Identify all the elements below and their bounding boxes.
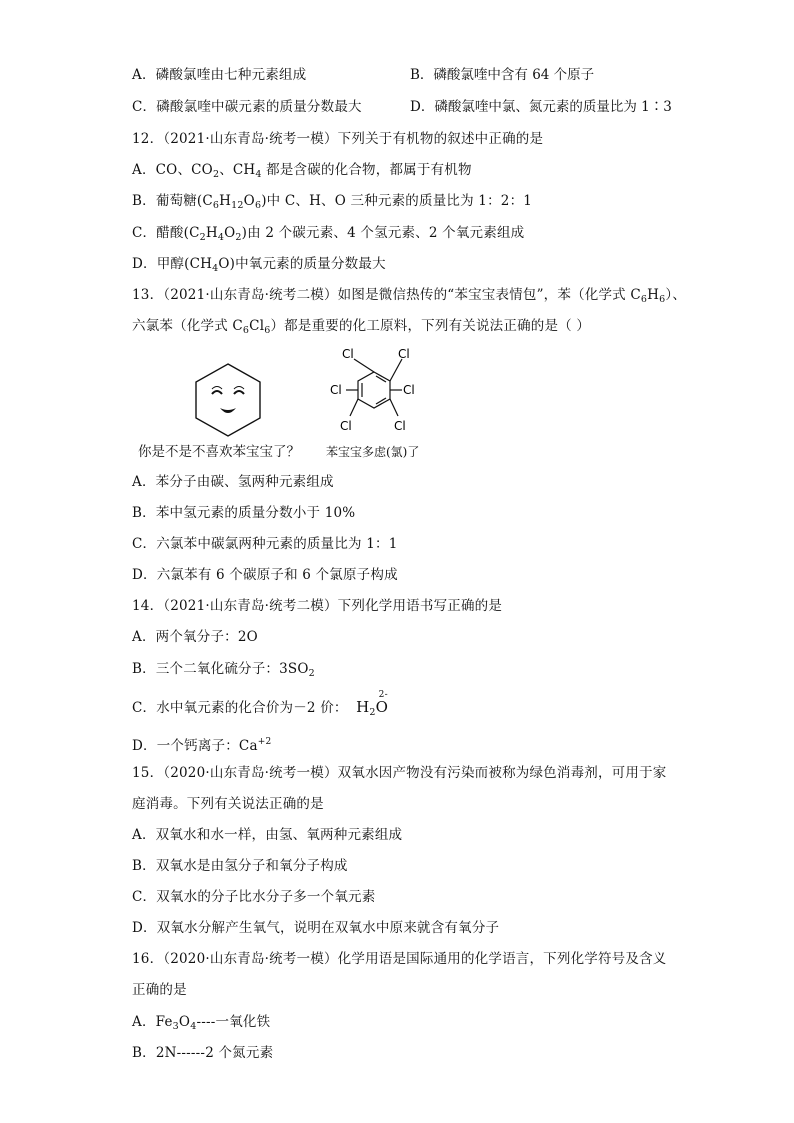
q15-option-a: A．双氧水和水一样，由氢、氧两种元素组成	[132, 827, 403, 843]
cl-label-left: Cl	[330, 383, 342, 397]
q11-option-a: A．磷酸氯喹由七种元素组成	[132, 67, 307, 83]
bond-cl-6	[390, 399, 398, 416]
q11-option-d: D．磷酸氯喹中氯、氮元素的质量比为 1∶3	[410, 99, 672, 115]
left-brow-icon	[212, 387, 222, 390]
valence-formula: $H_2$ 2- O	[356, 690, 389, 718]
cl-label-top-right: Cl	[398, 347, 410, 361]
q11-option-c: C．磷酸氯喹中碳元素的质量分数最大	[132, 99, 362, 115]
bond-cl-1	[354, 359, 374, 372]
benzene-face-figure	[190, 360, 266, 440]
q12-stem: 12．（2021·山东青岛·统考一模）下列关于有机物的叙述中正确的是	[132, 131, 544, 147]
figure-caption-benzene: 你是不是不喜欢苯宝宝了？	[138, 444, 300, 460]
q13-option-c: C．六氯苯中碳氯两种元素的质量比为 1：1	[132, 536, 398, 552]
cl-label-bottom-left: Cl	[340, 419, 352, 433]
q13-option-d: D．六氯苯有 6 个碳原子和 6 个氯原子构成	[132, 567, 398, 583]
q16-option-b: B．2N------2 个氮元素	[132, 1045, 274, 1061]
bond-cl-5	[350, 399, 358, 416]
left-eye-icon	[212, 391, 222, 394]
q15-option-d: D．双氧水分解产生氧气，说明在双氧水中原来就含有氧分子	[132, 920, 500, 936]
q16-stem-line2: 正确的是	[132, 982, 187, 998]
q12-option-d: D．甲醇$(CH_4O)$中氧元素的质量分数最大	[132, 256, 386, 274]
q11-option-b: B．磷酸氯喹中含有 64 个原子	[410, 67, 595, 83]
figure-caption-hexachlorobenzene: 苯宝宝多虑(氯)了	[326, 445, 420, 459]
q15-option-c: C．双氧水的分子比水分子多一个氧元素	[132, 889, 376, 905]
cl-label-bottom-right: Cl	[394, 419, 406, 433]
q12-option-b: B．葡萄糖$(C_6H_{12}O_6)$中 C、H、O 三种元素的质量比为 1：2：1	[132, 193, 533, 211]
ring-double-bond-3	[376, 398, 386, 404]
q15-stem-line1: 15．（2020·山东青岛·统考一模）双氧水因产物没有污染而被称为绿色消毒剂，可用于家	[132, 765, 667, 781]
right-brow-icon	[234, 387, 244, 390]
q14-option-a: A．两个氧分子：2O	[132, 629, 258, 645]
q13-option-a: A．苯分子由碳、氢两种元素组成	[132, 474, 334, 490]
benzene-hexagon	[196, 364, 260, 436]
q16-option-a: A．$Fe_3O_4----$一氧化铁	[132, 1014, 271, 1032]
q16-stem-line1: 16．（2020·山东青岛·统考一模）化学用语是国际通用的化学语言，下列化学符号及含义	[132, 951, 667, 967]
q14-option-c: C．水中氧元素的化合价为－2 价： $H_2$ 2- O	[132, 698, 388, 722]
right-eye-icon	[234, 391, 244, 394]
q12-option-c: C．醋酸$(C_2H_4O_2)$由 2 个碳元素、4 个氢元素、2 个氧元素组成	[132, 225, 525, 243]
q12-option-a: A．CO、$CO_2$、$CH_4$ 都是含碳的化合物，都属于有机物	[132, 162, 472, 180]
cl-label-top-left: Cl	[342, 347, 354, 361]
hexachlorobenzene-structure	[326, 344, 422, 440]
ring-double-bond-2	[376, 376, 386, 382]
q15-option-b: B．双氧水是由氢分子和氧分子构成	[132, 858, 348, 874]
q13-stem-line2: 六氯苯（化学式 $C_6Cl_6$）都是重要的化工原料，下列有关说法正确的是（ ）	[132, 318, 591, 336]
q13-stem-line1: 13．（2021·山东青岛·统考二模）如图是微信热传的“苯宝宝表情包”，苯（化学式 $C_6H_6$）、	[132, 287, 687, 305]
q15-stem-line2: 庭消毒。下列有关说法正确的是	[132, 796, 324, 812]
q14-stem: 14．（2021·山东青岛·统考二模）下列化学用语书写正确的是	[132, 598, 503, 614]
q14-option-d: D．一个钙离子：$Ca^{+2}$	[132, 737, 272, 754]
q13-option-b: B．苯中氢元素的质量分数小于 10%	[132, 505, 356, 521]
q14-option-b: B．三个二氧化硫分子：$3SO_2$	[132, 661, 315, 679]
benzene-ring	[358, 372, 390, 408]
bond-cl-2	[390, 359, 402, 381]
smile-mouth-icon	[220, 408, 236, 413]
cl-label-right: Cl	[403, 383, 415, 397]
